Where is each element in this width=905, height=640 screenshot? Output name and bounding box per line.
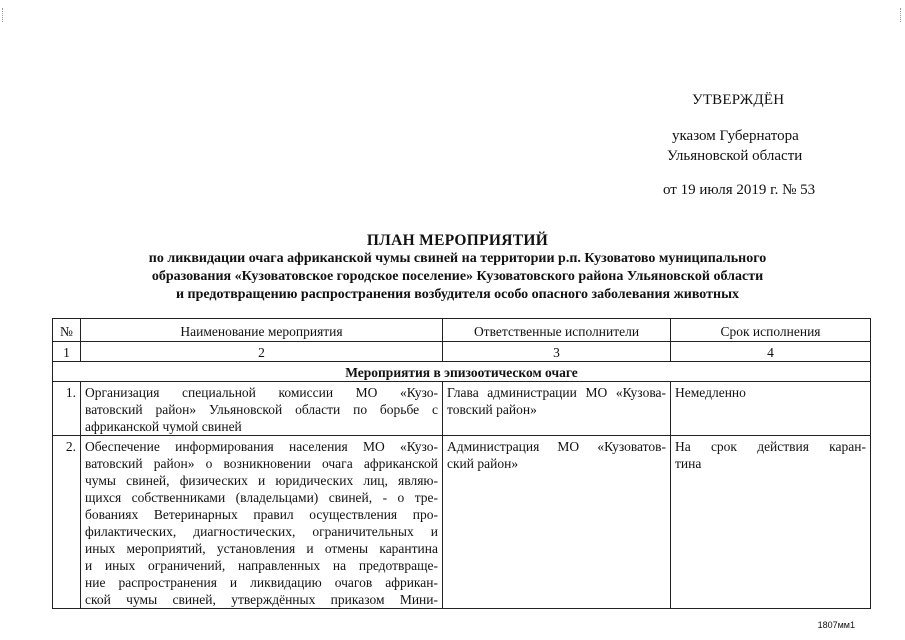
plan-subtitle-line: образования «Кузоватовское городское поселение» Кузоватовского района Ульяновской области <box>151 269 764 284</box>
header-activity-name: Наименование мероприятия <box>81 319 443 342</box>
text-line: ние распространения и ликвидацию очагов африкан- <box>85 575 438 590</box>
decree-date-number: от 19 июля 2019 г. № 53 <box>663 182 816 198</box>
activity-name-cell <box>81 436 443 609</box>
text-line: Немедленно <box>675 385 746 400</box>
text-line: щихся собственниками (владельцами) свиней, - о тре- <box>85 490 438 505</box>
table-row <box>53 436 871 609</box>
document-title <box>60 232 855 304</box>
text-line: африканской чумой свиней <box>85 419 242 434</box>
decree-label: указом Губернатора <box>672 128 799 144</box>
row-number: 2. <box>53 436 81 609</box>
text-line: чумы свиней, физических и юридических лиц, являю- <box>85 473 438 488</box>
text-line: ский район» <box>447 456 519 471</box>
column-number: 4 <box>671 342 871 362</box>
section-title: Мероприятия в эпизоотическом очаге <box>53 362 871 382</box>
plan-subtitle-line: и предотвращению распространения возбудителя особо опасного заболевания животных <box>175 287 739 302</box>
text-line: Обеспечение информирования населения МО «Кузо- <box>85 439 438 454</box>
text-line: Администрация МО «Кузоватов- <box>447 439 666 454</box>
deadline-cell <box>671 382 871 436</box>
text-line: Глава администрации МО «Кузова- <box>447 385 666 400</box>
section-row <box>53 362 871 382</box>
text-line: Организация специальной комиссии МО «Кузо- <box>85 385 438 400</box>
approved-label: УТВЕРЖДЁН <box>692 92 785 108</box>
responsible-cell <box>443 436 671 609</box>
region-label: Ульяновской области <box>667 148 803 164</box>
row-number: 1. <box>53 382 81 436</box>
header-deadline: Срок исполнения <box>671 319 871 342</box>
activity-name-cell <box>81 382 443 436</box>
column-numbers-row <box>53 342 871 362</box>
table-header-row <box>53 319 871 342</box>
deadline-cell <box>671 436 871 609</box>
text-line: ватовский район» о возникновении очага африканской <box>85 456 438 471</box>
scan-edge-mark <box>2 8 9 22</box>
text-line: На срок действия каран- <box>675 439 866 454</box>
plan-table <box>52 318 871 609</box>
document-code: 1807мм1 <box>817 620 855 630</box>
text-line: бованиях Ветеринарных правил осуществления про- <box>85 507 438 522</box>
column-number: 1 <box>53 342 81 362</box>
text-line: иных мероприятий, установления и отмены карантина <box>85 541 438 556</box>
text-line: товский район» <box>447 402 537 417</box>
text-line: и иных ограничений, направленных на предотвраще- <box>85 558 438 573</box>
plan-subtitle-line: по ликвидации очага африканской чумы свиней на территории р.п. Кузоватово муниципального <box>148 251 767 266</box>
text-line: ской чумы свиней, утверждённых приказом Мини- <box>85 592 438 607</box>
text-line: ватовский район» Ульяновской области по борьбе с <box>85 402 438 417</box>
header-responsible: Ответственные исполнители <box>443 319 671 342</box>
table-row <box>53 382 871 436</box>
header-number: № <box>53 319 81 342</box>
column-number: 2 <box>81 342 443 362</box>
responsible-cell <box>443 382 671 436</box>
column-number: 3 <box>443 342 671 362</box>
scan-edge-mark <box>894 8 901 22</box>
text-line: филактических, диагностических, ограничительных и <box>85 524 438 539</box>
plan-title: ПЛАН МЕРОПРИЯТИЙ <box>366 232 549 249</box>
text-line: тина <box>675 456 702 471</box>
